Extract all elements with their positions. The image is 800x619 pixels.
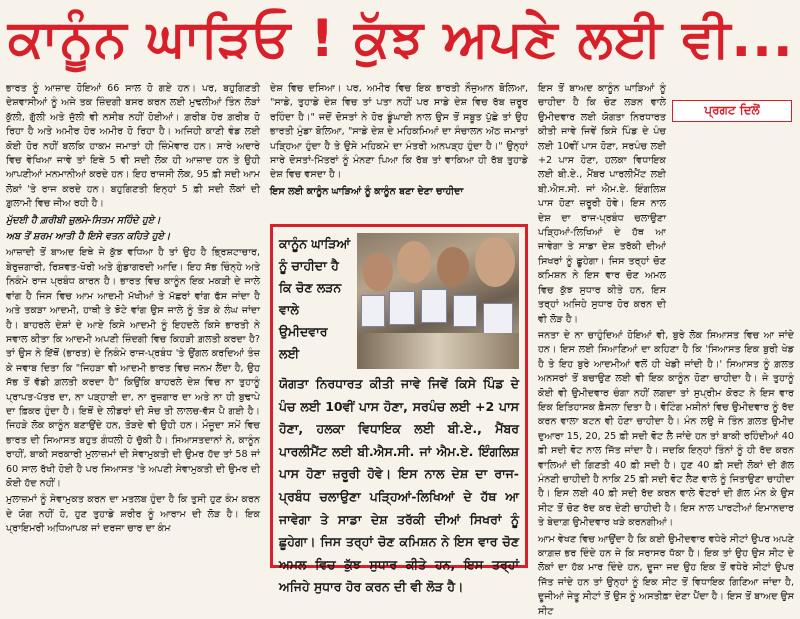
paragraph: ਆਜ਼ਾਦੀ ਤੋਂ ਬਾਅਦ ਇਥੇ ਜੇ ਕੁੱਝ ਵਧਿਆ ਹੈ ਤਾਂ ਉਹ ਹੈ ਭ੍ਰਿਸ਼ਟਾਚਾਰ, ਬੇਰੁਜ਼ਗਾਰੀ, ਰਿਸ਼ਵਤ-ਖੋਰੀ ਅਤੇ ਗੁੰਡਾਗਰਦੀ ਆਦਿ। ਇਹ ਸੱਭ ਚਿੰਨ੍ਹੇ ਅਤੇ ਨਿਕੰਮੇ ਰਾਜ ਪ੍ਰਬੰਧ ਕਾਰਨ ਹੈ। ਭਾਰਤ ਵਿਚ ਕਾਨੂੰਨ ਇਕ ਮਕੜੀ ਦੇ ਜਾਲੇ ਵਾਂਗ ਹੈ ਜਿਸ ਵਿਚ ਆਮ ਆਦਮੀ ਮੱਖੀਆਂ ਤੇ ਮੱਛਰਾਂ ਵਾਂਗ ਫੱਸ ਜਾਂਦਾ ਹੈ ਅਤੇ ਤਕੜਾ ਆਦਮੀ, ਹਾਥੀ ਤੇ ਝੋਟੇ ਵਾਂਗ ਉਸ ਜਾਲੇ ਨੂੰ ਤੋੜ ਕੇ ਲੰਘ ਜਾਂਦਾ ਹੈ। ਬਾਹਰਲੇ ਦੇਸ਼ਾਂ ਦੇ ਆਏ ਕਿਸੇ ਆਦਮੀ ਨੂੰ ਇਹਦਲੇ ਕਿਸੇ ਭਾਰਤੀ ਨੇ ਸਵਾਲ ਕੀਤਾ ਕਿ ਆਦਮੀ ਅਪਣੀ ਜ਼ਿੰਦਗੀ ਵਿਚ ਕਿਹੜੀ ਗ਼ਲਤੀ ਕਰਦਾ ਹੈ? ਤਾਂ ਉਸ ਨੇ ਇੱਥੋਂ (ਭਾਰਤ) ਦੇ ਨਿਕੰਮੇ ਰਾਜ-ਪ੍ਰਬੰਧ 'ਤੇ ਉਂਗਲ ਕਰਦਿਆਂ ਤੰਜ਼ ਕੇ ਜਵਾਬ ਦਿਤਾ ਕਿ "ਜਿਹੜਾ ਵੀ ਆਦਮੀ ਭਾਰਤ ਵਿਚ ਜਨਮ ਲੈਂਦਾ ਹੈ, ਉਹ ਸੱਭ ਤੋਂ ਵੱਡੀ ਗ਼ਲਤੀ ਕਰਦਾ ਹੈ" ਕਿਉਂਕਿ ਬਾਹਰਲੇ ਦੇਸ਼ ਵਿਚ ਨਾ ਤੁਹਾਨੂੰ ਪ੍ਰਾਪਤ-ਪੱਤਰ ਦਾ, ਨਾ ਪੜ੍ਹਾਈ ਦਾ, ਨਾ ਰੁਜ਼ਗਾਰ ਦਾ ਅਤੇ ਨਾ ਹੀ ਬੁਢਾਪੇ ਦਾ ਫ਼ਿਕਰ ਹੁੰਦਾ ਹੈ। ਇਥੋਂ ਦੇ ਲੀਡਰਾਂ ਦੀ ਸੋਚ ਤੀ ਲਾਲਚ-ਵੱਸ ਪੈ ਗਈ ਹੈ। ਜਿਹੜੇ ਲੋਕ ਕਾਨੂੰਨ ਬਣਾਉਂਦੇ ਹਨ, ਤੋੜਦੇ ਵੀ ਉਹੀ ਹਨ। ਮੌਜੂਦਾ ਸਮੇਂ ਵਿਚ ਭਾਰਤ ਦੀ ਸਿਆਸਤ ਬਹੁਤ ਗੰਧਲੀ ਹੋ ਚੁੱਕੀ ਹੈ। ਸਿਆਸਤਦਾਨਾਂ ਨੇ, ਕਾਨੂੰਨ ਰਾਹੀਂ, ਬਾਕੀ ਸਰਕਾਰੀ ਮੁਲਾਜ਼ਮਾਂ ਦੀ ਸੇਵਾਮੁਕਤੀ ਦੀ ਉਮਰ ਹੱਦ ਤਾਂ 58 ਜਾਂ 60 ਸਾਲ ਰੱਖੀ ਹੋਈ ਹੈ ਪਰ ਸਿਆਸਤ 'ਤੇ ਅਪਣੀ ਸੇਵਾਮੁਕਤੀ ਦੀ ਉਮਰ ਦੀ ਕੋਈ ਹੱਦ ਨਹੀਂ। xyxy=(6,247,260,489)
paragraph: ਮੁਲਾਜ਼ਮਾਂ ਨੂੰ ਸੇਵਾਮੁਕਤ ਕਰਨ ਦਾ ਮਤਲਬ ਹੁੰਦਾ ਹੈ ਕਿ ਤੁਸੀ ਹੁਣ ਕੰਮ ਕਰਨ ਦੇ ਯੋਗ ਨਹੀਂ ਹੋ, ਹੁਣ ਤੁਹਾਡੇ ਸ਼ਰੀਰ ਨੂੰ ਆਰਾਮ ਦੀ ਲੋੜ ਹੈ। ਇਕ ਪ੍ਰਾਇਮਰੀ ਅਧਿਆਪਕ ਜਾਂ ਦਰਜਾ ਚਾਰ ਦਾ ਕੰਮ xyxy=(6,494,260,535)
paragraph: ਭਾਰਤ ਨੂੰ ਆਜ਼ਾਦ ਹੋਇਆਂ 66 ਸਾਲ ਹੋ ਗਏ ਹਨ। ਪਰ, ਬਹੁਗਿਣਤੀ ਦੇਸ਼ਵਾਸੀਆਂ ਨੂੰ ਅਜੇ ਤਕ ਜ਼ਿੰਦਗੀ ਬਸਰ ਕਰਨ ਲਈ ਮੁਢਲੀਆਂ ਤਿੰਨ ਲੋੜਾਂ ਕੁੱਲੀ, ਗੁੱਲੀ ਅਤੇ ਜੁੱਲੀ ਵੀ ਨਸੀਬ ਨਹੀਂ ਹੋਈਆਂ। ਗ਼ਰੀਬ ਹੋਰ ਗ਼ਰੀਬ ਹੋ ਰਿਹਾ ਹੈ ਅਤੇ ਅਮੀਰ ਹੋਰ ਅਮੀਰ ਹੋ ਰਿਹਾ ਹੈ। ਅਜਿਹੀ ਕਾਣੀ ਵੰਡ ਲਈ ਕੋਈ ਹੋਰ ਨਹੀਂ ਬਲਕਿ ਹਾਕਮ ਜਮਾਤਾਂ ਹੀ ਜ਼ਿੰਮੇਵਾਰ ਹਨ। ਸਾਰੇ ਅਦਾਰੇ ਵਿਚ ਵੇਖਿਆ ਜਾਵੇ ਤਾਂ ਇਥੇ 5 ਵੀ ਸਦੀ ਲੋਕ ਹੀ ਆਜ਼ਾਦ ਹਨ ਤੇ ਉਹੀ ਆਪਣੀਆਂ ਮਨਮਾਨੀਆਂ ਕਰਦੇ ਹਨ। ਇਹ ਰਾਜਸੀ ਲੋਕ, 95 ਫ਼ੀ ਸਦੀ ਆਮ ਲੋਕਾਂ 'ਤੇ ਰਾਜ ਕਰਦੇ ਹਨ। ਬਹੁਗਿਣਤੀ ਇਨ੍ਹਾਂ 5 ਫ਼ੀ ਸਦੀ ਲੋਕਾਂ ਦੀ ਗ਼ੁਲਾਮੀ ਵਿਚ ਜੀਅ ਰਹੀ ਹੈ। xyxy=(6,83,260,210)
paragraph: ਦੇਸ਼ ਵਿਚ ਦਸਿਆ। ਪਰ, ਅਮੀਰ ਵਿਚ ਇਕ ਭਾਰਤੀ ਨੌਜੁਆਨ ਬੋਲਿਆ, "ਸਾਡੇ, ਤੁਹਾਡੇ ਦੇਸ਼ ਵਿਚ ਤਾਂ ਪਤਾ ਨਹੀਂ ਪਰ ਸਾਡੇ ਦੇਸ਼ ਵਿਚ ਰੱਬ ਜ਼ਰੂਰ ਰਹਿੰਦਾ ਹੈ।" ਜਦੋਂ ਦੋਸਤਾਂ ਨੇ ਹੋਰ ਡੂੰਘਾਈ ਨਾਲ ਉਸ ਤੋਂ ਸਬੂਤ ਪੁੱਛੇ ਤਾਂ ਉਹ ਭਾਰਤੀ ਮੁੰਡਾ ਬੋਲਿਆ, "ਸਾਡੇ ਦੇਸ਼ ਦੇ ਮਹਿਕਮਿਆਂ ਦਾ ਸੰਚਾਲਨ ਅੱਠ ਜਮਾਤਾਂ ਪੜ੍ਹਿਆ ਹੁੰਦਾ ਹੈ ਤੇ ਉਸੇ ਮਹਿਕਮੇ ਦਾ ਮੰਤਰੀ ਅਨਪੜ੍ਹ ਹੁੰਦਾ ਹੈ।" ਉਨ੍ਹਾਂ ਸਾਰੇ ਦੋਸਤਾਂ-ਮਿੱਤਰਾਂ ਨੂੰ ਮੰਨਣਾ ਪਿਆ ਕਿ ਰੱਬ ਤਾਂ ਵਾਕਿਆ ਹੀ ਰੱਬ ਤੁਹਾਡੇ ਦੇਸ਼ ਵਿਚ ਵਸਦਾ ਹੈ। xyxy=(270,83,528,181)
headline: ਕਾਨੂੰਨ ਘਾੜਿਓ ! ਕੁੱਝ ਅਪਣੇ ਲਈ ਵੀ... xyxy=(8,9,794,69)
highlight-box xyxy=(270,224,528,595)
paragraph: ਅਬ ਤੋਂ ਸ਼ਰਮ ਆਤੀ ਹੈ ਇਸੇ ਵਤਨ ਕਹਿਤੇ ਹੁਏ। xyxy=(6,231,171,243)
paragraph: ਆਮ ਵੇਖਣ ਵਿਚ ਆਉਂਦਾ ਹੈ ਕਿ ਕਈ ਉਮੀਦਵਾਰ ਵਧੇਰੇ ਸੀਟਾਂ ਉਪਰ ਅਪਣੇ ਕਾਗ਼ਜ਼ ਭਰ ਦਿੰਦੇ ਹਨ ਜੇ ਕਿ ਸਰਾਸਰ ਧੱਕਾ ਹੈ। ਇਕ ਤਾਂ ਉਹ ਉਸ ਸੀਟ ਦੇ ਲੋਕਾਂ ਦਾ ਹੱਕ ਮਾਰ ਦਿੰਦੇ ਹਨ, ਦੂਜਾ ਜਦ ਉਹ ਇਕ ਤੋਂ ਵਧੇਰੇ ਸੀਟਾਂ ਉਪਰ ਜਿੱਤ ਜਾਂਦੇ ਹਨ ਤਾਂ ਉਨ੍ਹਾਂ ਨੂੰ ਇਕ ਸੀਟ ਤੋਂ ਵਿਧਾਇਕ ਗਿਣਿਆ ਜਾਂਦਾ ਹੈ, ਦੂਜੀਆਂ ਜੇਤੂ ਸੀਟਾਂ ਤੋਂ ਉਸ ਨੂੰ ਅਸਤੀਫ਼ਾ ਦੇਣਾ ਪੈਂਦਾ ਹੈ। ਇਸ ਤੋਂ ਬਾਅਦ ਉਸ ਸੀਟ xyxy=(538,533,794,617)
subheading: ਮੁੱਦਈ ਹੈ ਗ਼ਰੀਬੀ ਜ਼ੁਲਮੋ-ਸਿਤਮ ਸਹਿੰਦੇ ਹੁਏ। xyxy=(6,214,161,226)
paragraph: ਇਸ ਤੋਂ ਬਾਅਦ ਕਾਨੂੰਨ ਘਾੜਿਆਂ ਨੂੰ ਚਾਹੀਦਾ ਹੈ ਕਿ ਚੋਣ ਲੜਨ ਵਾਲੇ ਉਮੀਦਵਾਰ ਲਈ ਯੋਗਤਾ ਨਿਰਧਾਰਤ ਕੀਤੀ ਜਾਵੇ ਜਿਵੇਂ ਕਿਸੇ ਪਿੰਡ ਦੇ ਪੰਚ ਲਈ 10ਵੀਂ ਪਾਸ ਹੋਣਾ, ਸਰਪੰਚ ਲਈ +2 ਪਾਸ ਹੋਣਾ, ਹਲਕਾ ਵਿਧਾਇਕ ਲਈ ਬੀ.ਏ., ਮੈਂਬਰ ਪਾਰਲੀਮੈਂਟ ਲਈ ਬੀ.ਐਸ.ਸੀ. ਜਾਂ ਐਮ.ਏ. ਇੰਗਲਿਸ਼ ਪਾਸ ਹੋਣਾ ਜ਼ਰੂਰੀ ਹੋਵੇ। ਇਸ ਨਾਲ ਦੇਸ਼ ਦਾ ਰਾਜ-ਪ੍ਰਬੰਧ ਚਲਾਉਣਾ ਪੜ੍ਹਿਆਂ-ਲਿਖਿਆਂ ਦੇ ਹੱਥ ਆ ਜਾਵੇਗਾ ਤੇ ਸਾਡਾ ਦੇਸ਼ ਤਰੱਕੀ ਦੀਆਂ ਸਿਖਰਾਂ ਨੂੰ ਛੂਹੇਗਾ। ਜਿਸ ਤਰ੍ਹਾਂ ਚੋਣ ਕਮਿਸ਼ਨ ਨੇ ਇਸ ਵਾਰ ਚੋਣ ਅਮਲ ਵਿਚ ਕੁੱਝ ਸੁਧਾਰ ਕੀਤੇ ਹਨ, ਇਸ ਤਰ੍ਹਾਂ ਅਜਿਹੇ ਸੁਧਾਰ ਹੋਰ ਕਰਨ ਦੀ ਵੀ ਲੋੜ ਹੈ। xyxy=(538,83,666,325)
highlight-lead: ਕਾਨੂੰਨ ਘਾੜਿਆਂ ਨੂੰ ਚਾਹੀਦਾ ਹੈ ਕਿ ਚੋਣ ਲੜਨ ਵਾਲੇ ਉਮੀਦਵਾਰ ਲਈ xyxy=(279,236,351,361)
highlight-body: ਯੋਗਤਾ ਨਿਰਧਾਰਤ ਕੀਤੀ ਜਾਵੇ ਜਿਵੇਂ ਕਿਸੇ ਪਿੰਡ ਦੇ ਪੰਚ ਲਈ 10ਵੀਂ ਪਾਸ ਹੋਣਾ, ਸਰਪੰਚ ਲਈ +2 ਪਾਸ ਹੋਣਾ, ਹਲਕਾ ਵਿਧਾਇਕ ਲਈ ਬੀ.ਏ., ਮੈਂਬਰ ਪਾਰਲੀਮੈਂਟ ਲਈ ਬੀ.ਐਸ.ਸੀ. ਜਾਂ ਐਮ.ਏ. ਇੰਗਲਿਸ਼ ਪਾਸ ਹੋਣਾ ਜ਼ਰੂਰੀ ਹੋਵੇ। ਇਸ ਨਾਲ ਦੇਸ਼ ਦਾ ਰਾਜ-ਪ੍ਰਬੰਧ ਚਲਾਉਣਾ ਪੜ੍ਹਿਆਂ-ਲਿਖਿਆਂ ਦੇ ਹੱਥ ਆ ਜਾਵੇਗਾ ਤੇ ਸਾਡਾ ਦੇਸ਼ ਤਰੱਕੀ ਦੀਆਂ ਸਿਖਰਾਂ ਨੂੰ ਛੂਹੇਗਾ। ਜਿਸ ਤਰ੍ਹਾਂ ਚੋਣ ਕਮਿਸ਼ਨ ਨੇ ਇਸ ਵਾਰ ਚੋਣ ਅਮਲ ਵਿਚ ਕੁੱਝ ਸੁਧਾਰ ਕੀਤੇ ਹਨ, ਇਸ ਤਰ੍ਹਾਂ ਅਜਿਹੇ ਸੁਧਾਰ ਹੋਰ ਕਰਨ ਦੀ ਵੀ ਲੋੜ ਹੈ। xyxy=(279,376,519,595)
article-column-1 xyxy=(6,82,260,568)
paragraph: ਜਨਤਾ ਦੇ ਨਾ ਚਾਹੁੰਦਿਆਂ ਹੋਇਆਂ ਵੀ, ਬੁਰੇ ਲੋਕ ਸਿਆਸਤ ਵਿਚ ਆ ਜਾਂਦੇ ਹਨ। ਇਸ ਲਈ ਸਿਆਣਿਆਂ ਦਾ ਕਹਿਣਾ ਹੈ ਕਿ 'ਸਿਆਸਤ ਇਕ ਬੁਰੀ ਖੇਡ ਹੈ ਤੇ ਇਹ ਬੁਰੇ ਆਦਮੀਆਂ ਵਲੋਂ ਹੀ ਖੇਡੀ ਜਾਂਦੀ ਹੈ।' ਸਿਆਸਤ ਨੂੰ ਗ਼ਲਤ ਅਨਸਰਾਂ ਤੋਂ ਬਚਾਉਣ ਲਈ ਵੀ ਇਕ ਕਾਨੂੰਨ ਹੋਣਾ ਚਾਹੀਦਾ ਹੈ। ਜੇ ਤੁਹਾਨੂੰ ਕੋਈ ਵੀ ਉਮੀਦਵਾਰ ਚੰਗਾ ਨਹੀਂ ਲਗਦਾ ਤਾਂ ਸੁਪ੍ਰੀਮ ਕੋਰਟ ਨੇ ਇਸ ਵਾਰ ਇਕ ਇਤਿਹਾਸਕ ਫ਼ੈਸਲਾ ਦਿਤਾ ਹੈ। ਵੋਟਿੰਗ ਮਸ਼ੀਨਾਂ ਵਿਚ ਉਮੀਦਵਾਰ ਨੂੰ ਰੱਦ ਕਰਨ ਵਾਲਾ ਬਟਨ ਵੀ ਹੋਣਾ ਚਾਹੀਦਾ ਹੈ। ਮੰਨ ਲਉ ਜੇ ਤਿੰਨ ਗ਼ਲਤ ਉਮੀਦ ਦੁਆਰਾ 15, 20, 25 ਫ਼ੀ ਸਦੀ ਵੋਟ ਲੈ ਜਾਂਦੇ ਹਨ ਤਾਂ ਬਾਕੀ ਰਹਿੰਦੀਆਂ 40 ਫ਼ੀ ਸਦੀ ਵੋਟ ਨਾਲ ਜਿੱਤ ਜਾਂਦਾ ਹੈ। ਜਦਕਿ ਇਨ੍ਹਾਂ ਤਿੰਨਾਂ ਨੂੰ ਹੀ ਰੱਦ ਕਰਨ ਵਾਲਿਆਂ ਦੀ ਗਿਣਤੀ 40 ਫ਼ੀ ਸਦੀ ਹੈ। ਹੁਣ 40 ਫ਼ੀ ਸਦੀ ਲੋਕਾਂ ਦੀ ਗੱਲ ਮੰਨਣੀ ਚਾਹੀਦੀ ਹੈ ਨਾਕਿ 25 ਫ਼ੀ ਸਦੀ ਵੋਟ ਲੈਣ ਵਾਲੇ ਨੂੰ ਜਿਤਾਉਣਾ ਚਾਹੀਦਾ ਹੈ। ਇਸ ਲਈ 40 ਫ਼ੀ ਸਦੀ ਰੱਦ ਕਰਨ ਵਾਲੇ ਵੋਟਰਾਂ ਦੀ ਗੱਲ ਮੰਨ ਕੇ ਉਸ ਸੀਟ ਤੋਂ ਚੋਣ ਰੱਦ ਕਰ ਦੇਣੀ ਚਾਹੀਦੀ ਹੈ। ਇਸ ਨਾਲ ਪਾਰਟੀਆਂ ਇਮਾਨਦਾਰ ਤੇ ਬੇਦਾਗ਼ ਉਮੀਦਵਾਰ ਖੜੇ ਕਰਨਗੀਆਂ। xyxy=(538,329,794,529)
voters-photo xyxy=(357,233,519,369)
author-byline: ਪ੍ਰਗਟ ਦਿਲੋਂ xyxy=(672,100,792,122)
paragraph: ਇਸ ਲਈ ਕਾਨੂੰਨ ਘਾੜਿਆਂ ਨੂੰ ਕਾਨੂੰਨ ਬਣਾ ਦੇਣਾ ਚਾਹੀਦਾ xyxy=(270,185,464,197)
article-column-3 xyxy=(538,82,794,617)
